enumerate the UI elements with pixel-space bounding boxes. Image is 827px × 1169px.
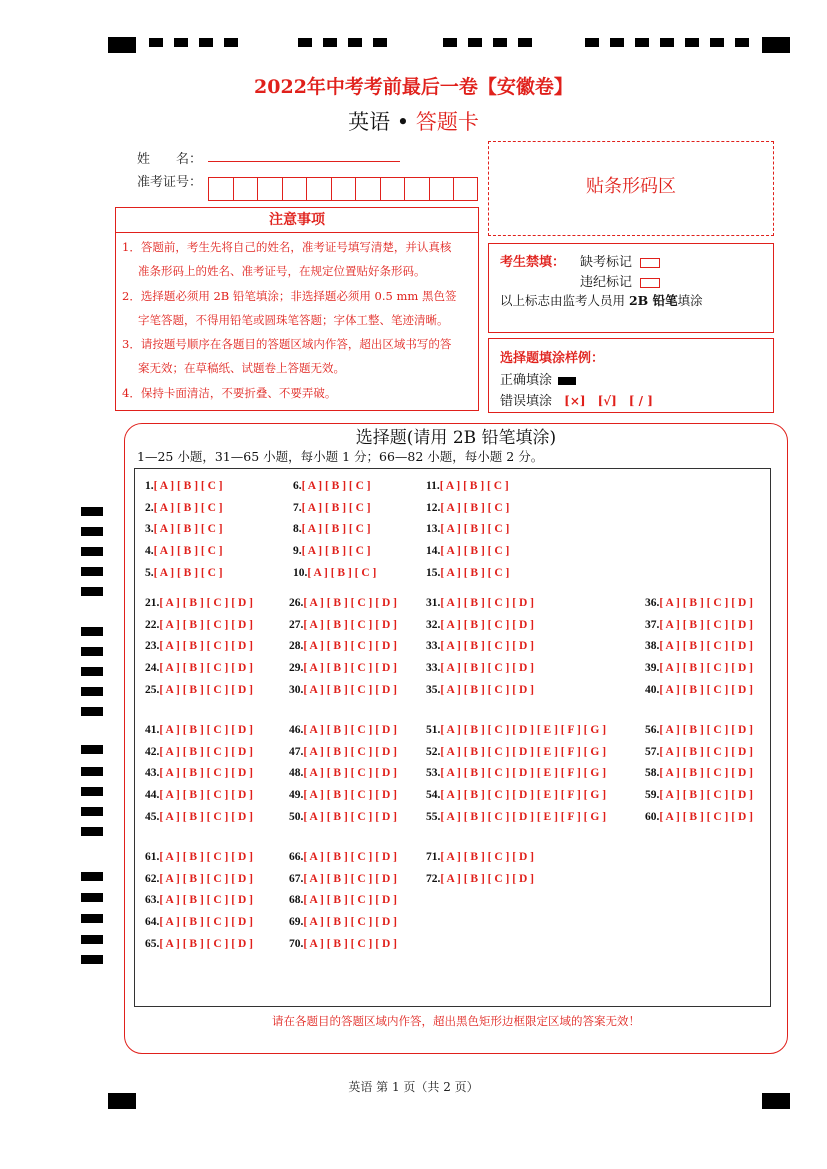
- timing-mark: [762, 37, 790, 53]
- notice-item: 案无效；在草稿纸、试题卷上答题无效。: [138, 361, 345, 375]
- question-number: 44.: [145, 789, 160, 802]
- violation-mark-row: [580, 271, 660, 290]
- question-item[interactable]: [289, 767, 397, 779]
- answer-options[interactable]: [ A ] [ B ] [ C ]: [440, 501, 510, 514]
- answer-options[interactable]: [ A ] [ B ] [ C ] [ D ] [ E ] [ F ] [ G ]: [440, 767, 607, 780]
- answer-options[interactable]: [ A ] [ B ] [ C ]: [153, 545, 223, 558]
- answer-options[interactable]: [ A ] [ B ] [ C ] [ D ]: [159, 662, 253, 675]
- question-item[interactable]: [645, 640, 753, 652]
- answer-options[interactable]: [ A ] [ B ] [ C ]: [439, 480, 509, 492]
- question-item[interactable]: [426, 724, 606, 736]
- answer-options[interactable]: [ A ] [ B ] [ C ] [ D ]: [159, 851, 253, 863]
- answer-options[interactable]: [ A ] [ B ] [ C ]: [301, 545, 371, 558]
- name-field[interactable]: [208, 161, 400, 162]
- question-number: 71.: [426, 851, 441, 863]
- question-item[interactable]: [426, 789, 606, 801]
- timing-mark: [373, 38, 387, 47]
- answer-options[interactable]: [ A ] [ B ] [ C ] [ D ]: [440, 851, 534, 863]
- answer-options[interactable]: [ A ] [ B ] [ C ] [ D ]: [159, 640, 253, 653]
- question-item[interactable]: [289, 746, 397, 758]
- question-number: 32.: [426, 618, 441, 631]
- answer-options[interactable]: [ A ] [ B ] [ C ] [ D ]: [440, 662, 534, 675]
- question-item[interactable]: [145, 480, 223, 492]
- question-number: 64.: [145, 916, 160, 929]
- timing-mark: [81, 567, 103, 576]
- timing-mark: [468, 38, 482, 47]
- missing-label: 缺考标记: [580, 255, 633, 270]
- answer-options[interactable]: [ A ] [ B ] [ C ]: [440, 566, 510, 579]
- question-number: 68.: [289, 894, 304, 907]
- missing-mark-row: [580, 251, 660, 270]
- notice-item: 4．保持卡面清洁，不要折叠、不要弄破。: [122, 386, 337, 400]
- question-number: 54.: [426, 789, 441, 802]
- answer-options[interactable]: [ A ] [ B ] [ C ] [ D ]: [659, 810, 753, 823]
- timing-mark: [81, 807, 103, 816]
- question-item[interactable]: [645, 811, 753, 823]
- question-number: 41.: [145, 724, 160, 736]
- correct-row: [500, 369, 576, 388]
- answer-options[interactable]: [ A ] [ B ] [ C ] [ D ]: [303, 683, 397, 696]
- id-label: 准考证号：: [137, 175, 203, 190]
- question-number: 8.: [293, 523, 302, 536]
- answer-options[interactable]: [ A ] [ B ] [ C ]: [301, 480, 371, 492]
- answer-options[interactable]: [ A ] [ B ] [ C ] [ D ]: [659, 767, 753, 780]
- answer-options[interactable]: [ A ] [ B ] [ C ] [ D ]: [303, 767, 397, 780]
- question-number: 15.: [426, 566, 441, 579]
- question-number: 48.: [289, 767, 304, 780]
- answer-options[interactable]: [ A ] [ B ] [ C ]: [440, 545, 510, 558]
- timing-mark: [710, 38, 724, 47]
- timing-mark: [199, 38, 213, 47]
- id-cell[interactable]: [306, 177, 331, 201]
- wrong-marks: [×] [√] [ / ]: [564, 394, 653, 408]
- answer-options[interactable]: [ A ] [ B ] [ C ] [ D ]: [159, 916, 253, 929]
- timing-mark: [735, 38, 749, 47]
- timing-mark: [81, 872, 103, 881]
- id-cell[interactable]: [404, 177, 429, 201]
- answer-options[interactable]: [ A ] [ B ] [ C ] [ D ]: [440, 618, 534, 631]
- timing-mark: [81, 787, 103, 796]
- section-title: 选择题(请用 2B 铅笔填涂): [355, 428, 557, 448]
- question-item[interactable]: [289, 894, 397, 906]
- barcode-area: 贴条形码区: [488, 141, 774, 236]
- question-item[interactable]: [145, 545, 223, 557]
- question-number: 43.: [145, 767, 160, 780]
- question-item[interactable]: [145, 662, 253, 674]
- answer-options[interactable]: [ A ] [ B ] [ C ] [ D ]: [440, 683, 534, 696]
- question-number: 10.: [293, 566, 308, 579]
- exam-id-grid[interactable]: [208, 177, 478, 201]
- timing-mark: [81, 893, 103, 902]
- question-number: 28.: [289, 640, 304, 653]
- question-item[interactable]: [145, 894, 253, 906]
- answer-options[interactable]: [ A ] [ B ] [ C ] [ D ]: [440, 872, 534, 885]
- note-prefix: 以上标志由监考人员用: [500, 293, 629, 308]
- question-number: 56.: [645, 724, 660, 736]
- answer-options[interactable]: [ A ] [ B ] [ C ] [ D ]: [303, 894, 397, 907]
- question-number: 1.: [145, 480, 154, 492]
- question-number: 45.: [145, 810, 160, 823]
- timing-mark: [610, 38, 624, 47]
- section-warning: 请在各题目的答题区域内作答，超出黑色矩形边框限定区域的答案无效！: [272, 1014, 640, 1028]
- answer-options[interactable]: [ A ] [ B ] [ C ] [ D ]: [303, 618, 397, 631]
- answer-options[interactable]: [ A ] [ B ] [ C ] [ D ] [ E ] [ F ] [ G ]: [440, 789, 607, 802]
- id-cell[interactable]: [208, 177, 233, 201]
- question-number: 7.: [293, 501, 302, 514]
- timing-mark: [81, 827, 103, 836]
- question-number: 69.: [289, 916, 304, 929]
- question-number: 72.: [426, 872, 441, 885]
- answer-options[interactable]: [ A ] [ B ] [ C ] [ D ]: [159, 683, 253, 696]
- question-number: 24.: [145, 662, 160, 675]
- question-item[interactable]: [426, 811, 606, 823]
- timing-mark: [443, 38, 457, 47]
- question-item[interactable]: [645, 619, 753, 631]
- question-number: 3.: [145, 523, 154, 536]
- question-item[interactable]: [293, 480, 371, 492]
- question-item[interactable]: [293, 545, 371, 557]
- answer-options[interactable]: [ A ] [ B ] [ C ]: [153, 501, 223, 514]
- answer-options[interactable]: [ A ] [ B ] [ C ] [ D ]: [440, 597, 534, 609]
- answer-options[interactable]: [ A ] [ B ] [ C ] [ D ]: [303, 640, 397, 653]
- question-item[interactable]: [426, 851, 534, 863]
- question-number: 22.: [145, 618, 160, 631]
- timing-mark: [323, 38, 337, 47]
- question-item[interactable]: [426, 746, 606, 758]
- answer-options[interactable]: [ A ] [ B ] [ C ] [ D ]: [303, 810, 397, 823]
- question-item[interactable]: [145, 523, 223, 535]
- question-number: 62.: [145, 872, 160, 885]
- question-item[interactable]: [645, 597, 753, 609]
- timing-mark: [660, 38, 674, 47]
- question-number: 21.: [145, 597, 160, 609]
- question-number: 53.: [426, 767, 441, 780]
- question-item[interactable]: [426, 597, 534, 609]
- question-item[interactable]: [426, 545, 509, 557]
- timing-mark: [348, 38, 362, 47]
- timing-mark: [81, 955, 103, 964]
- question-item[interactable]: [645, 767, 753, 779]
- timing-mark: [81, 647, 103, 656]
- question-item[interactable]: [426, 567, 509, 579]
- question-number: 36.: [645, 597, 660, 609]
- timing-mark: [174, 38, 188, 47]
- answer-options[interactable]: [ A ] [ B ] [ C ] [ D ]: [159, 894, 253, 907]
- title-dot: •: [396, 110, 410, 134]
- question-number: 70.: [289, 937, 304, 950]
- question-item[interactable]: [145, 873, 253, 885]
- subject-title: [0, 106, 827, 136]
- answer-options[interactable]: [ A ] [ B ] [ C ]: [153, 480, 223, 492]
- note-suffix: 填涂: [677, 293, 703, 308]
- correct-label: 正确填涂: [500, 373, 553, 388]
- question-item[interactable]: [426, 640, 534, 652]
- question-number: 55.: [426, 810, 441, 823]
- question-item[interactable]: [289, 873, 397, 885]
- answer-options[interactable]: [ A ] [ B ] [ C ] [ D ]: [303, 872, 397, 885]
- question-number: 6.: [293, 480, 302, 492]
- answer-options[interactable]: [ A ] [ B ] [ C ]: [440, 523, 510, 536]
- question-item[interactable]: [289, 640, 397, 652]
- question-number: 31.: [426, 597, 441, 609]
- question-item[interactable]: [426, 873, 534, 885]
- id-cell[interactable]: [380, 177, 405, 201]
- question-item[interactable]: [145, 684, 253, 696]
- forbid-note: [500, 291, 703, 309]
- timing-mark: [635, 38, 649, 47]
- timing-mark: [81, 707, 103, 716]
- timing-mark: [108, 37, 136, 53]
- answer-options[interactable]: [ A ] [ B ] [ C ] [ D ]: [159, 724, 253, 736]
- examiner-box: [488, 243, 774, 333]
- question-number: 12.: [426, 501, 441, 514]
- timing-mark: [81, 767, 103, 776]
- question-item[interactable]: [145, 597, 253, 609]
- timing-mark: [81, 745, 103, 754]
- timing-mark: [108, 1093, 136, 1109]
- notice-item: 2．选择题必须用 2B 铅笔填涂；非选择题必须用 0.5 mm 黑色签: [122, 289, 457, 303]
- question-item[interactable]: [145, 811, 253, 823]
- answer-options[interactable]: [ A ] [ B ] [ C ]: [307, 566, 377, 579]
- answer-options[interactable]: [ A ] [ B ] [ C ] [ D ]: [159, 937, 253, 950]
- violation-label: 违纪标记: [580, 275, 633, 290]
- answer-options[interactable]: [ A ] [ B ] [ C ] [ D ]: [303, 916, 397, 929]
- answer-options[interactable]: [ A ] [ B ] [ C ] [ D ]: [659, 745, 753, 758]
- question-number: 47.: [289, 745, 304, 758]
- missing-mark-box[interactable]: [640, 258, 660, 268]
- question-item[interactable]: [645, 684, 753, 696]
- answer-card-label: 答题卡: [415, 110, 479, 134]
- id-cell[interactable]: [453, 177, 478, 201]
- question-item[interactable]: [289, 662, 397, 674]
- id-cell[interactable]: [282, 177, 307, 201]
- question-number: 67.: [289, 872, 304, 885]
- answer-options[interactable]: [ A ] [ B ] [ C ] [ D ]: [659, 640, 753, 653]
- question-item[interactable]: [289, 597, 397, 609]
- question-item[interactable]: [426, 619, 534, 631]
- answer-options[interactable]: [ A ] [ B ] [ C ] [ D ]: [159, 767, 253, 780]
- question-number: 61.: [145, 851, 160, 863]
- answer-options[interactable]: [ A ] [ B ] [ C ] [ D ]: [659, 597, 753, 609]
- question-number: 46.: [289, 724, 304, 736]
- exam-title: 2022年中考考前最后一卷【安徽卷】: [254, 76, 573, 98]
- question-number: 14.: [426, 545, 441, 558]
- question-item[interactable]: [145, 724, 253, 736]
- question-item[interactable]: [645, 724, 753, 736]
- question-item[interactable]: [293, 567, 376, 579]
- answer-options[interactable]: [ A ] [ B ] [ C ] [ D ] [ E ] [ F ] [ G ]: [440, 745, 607, 758]
- question-number: 23.: [145, 640, 160, 653]
- question-item[interactable]: [426, 523, 509, 535]
- question-item[interactable]: [145, 767, 253, 779]
- id-cell[interactable]: [257, 177, 282, 201]
- question-number: 35.: [426, 683, 441, 696]
- question-item[interactable]: [145, 851, 253, 863]
- notice-item: 准条形码上的姓名、准考证号，在规定位置贴好条形码。: [138, 264, 426, 278]
- question-number: 4.: [145, 545, 154, 558]
- question-number: 33.: [426, 640, 441, 653]
- question-number: 37.: [645, 618, 660, 631]
- question-number: 11.: [426, 480, 440, 492]
- question-item[interactable]: [145, 789, 253, 801]
- wrong-row: [500, 390, 653, 409]
- example-title: 选择题填涂样例：: [500, 351, 605, 366]
- answer-options[interactable]: [ A ] [ B ] [ C ] [ D ]: [303, 851, 397, 863]
- timing-mark: [81, 687, 103, 696]
- question-item[interactable]: [289, 851, 397, 863]
- answer-options[interactable]: [ A ] [ B ] [ C ] [ D ]: [303, 789, 397, 802]
- timing-mark: [81, 527, 103, 536]
- question-number: 29.: [289, 662, 304, 675]
- notice-item: 3．请按题号顺序在各题目的答题区域内作答，超出区域书写的答: [122, 337, 452, 351]
- question-number: 51.: [426, 724, 441, 736]
- question-item[interactable]: [289, 724, 397, 736]
- question-item[interactable]: [426, 662, 534, 674]
- timing-mark: [585, 38, 599, 47]
- question-item[interactable]: [145, 640, 253, 652]
- question-number: 9.: [293, 545, 302, 558]
- timing-mark: [518, 38, 532, 47]
- question-number: 40.: [645, 683, 660, 696]
- question-item[interactable]: [289, 789, 397, 801]
- answer-options[interactable]: [ A ] [ B ] [ C ] [ D ]: [659, 683, 753, 696]
- answer-options[interactable]: [ A ] [ B ] [ C ] [ D ]: [159, 745, 253, 758]
- question-number: 66.: [289, 851, 304, 863]
- question-number: 25.: [145, 683, 160, 696]
- answer-options[interactable]: [ A ] [ B ] [ C ]: [153, 523, 223, 536]
- question-item[interactable]: [645, 662, 753, 674]
- question-number: 39.: [645, 662, 660, 675]
- timing-mark: [685, 38, 699, 47]
- question-number: 33.: [426, 662, 441, 675]
- example-box: [488, 338, 774, 413]
- question-item[interactable]: [293, 502, 371, 514]
- question-item[interactable]: [426, 767, 606, 779]
- question-number: 38.: [645, 640, 660, 653]
- answer-options[interactable]: [ A ] [ B ] [ C ]: [301, 501, 371, 514]
- question-number: 65.: [145, 937, 160, 950]
- id-cell[interactable]: [233, 177, 258, 201]
- question-number: 5.: [145, 566, 154, 579]
- question-item[interactable]: [426, 502, 509, 514]
- question-item[interactable]: [289, 938, 397, 950]
- section-instructions: 1—25 小题，31—65 小题，每小题 1 分；66—82 小题，每小题 2 分。: [137, 449, 544, 464]
- question-item[interactable]: [145, 567, 223, 579]
- forbid-label: 考生禁填：: [500, 255, 566, 270]
- filled-mark: [558, 377, 576, 385]
- answer-options[interactable]: [ A ] [ B ] [ C ] [ D ]: [303, 724, 397, 736]
- timing-mark: [298, 38, 312, 47]
- question-number: 50.: [289, 810, 304, 823]
- answer-options[interactable]: [ A ] [ B ] [ C ] [ D ]: [303, 597, 397, 609]
- question-item[interactable]: [289, 684, 397, 696]
- timing-mark: [81, 627, 103, 636]
- answer-options[interactable]: [ A ] [ B ] [ C ] [ D ]: [159, 789, 253, 802]
- timing-mark: [81, 935, 103, 944]
- question-item[interactable]: [289, 916, 397, 928]
- notice-title: 注意事项: [116, 208, 478, 233]
- answer-options[interactable]: [ A ] [ B ] [ C ] [ D ]: [159, 618, 253, 631]
- question-number: 52.: [426, 745, 441, 758]
- question-number: 30.: [289, 683, 304, 696]
- answer-options[interactable]: [ A ] [ B ] [ C ]: [301, 523, 371, 536]
- question-item[interactable]: [145, 916, 253, 928]
- timing-mark: [81, 667, 103, 676]
- question-item[interactable]: [145, 938, 253, 950]
- question-number: 59.: [645, 789, 660, 802]
- note-bold: 2B 铅笔: [628, 293, 678, 308]
- answer-options[interactable]: [ A ] [ B ] [ C ] [ D ]: [159, 597, 253, 609]
- id-cell[interactable]: [331, 177, 356, 201]
- notice-item: 字笔答题，不得用铅笔或圆珠笔答题；字体工整、笔迹清晰。: [138, 313, 449, 327]
- question-number: 27.: [289, 618, 304, 631]
- question-item[interactable]: [426, 480, 509, 492]
- page-footer: 英语 第 1 页（共 2 页）: [348, 1080, 479, 1094]
- answer-options[interactable]: [ A ] [ B ] [ C ] [ D ]: [659, 662, 753, 675]
- question-number: 26.: [289, 597, 304, 609]
- question-number: 63.: [145, 894, 160, 907]
- question-number: 42.: [145, 745, 160, 758]
- id-cell[interactable]: [355, 177, 380, 201]
- answer-options[interactable]: [ A ] [ B ] [ C ] [ D ]: [303, 662, 397, 675]
- timing-mark: [81, 914, 103, 923]
- question-number: 58.: [645, 767, 660, 780]
- timing-mark: [81, 547, 103, 556]
- question-number: 49.: [289, 789, 304, 802]
- answer-options[interactable]: [ A ] [ B ] [ C ] [ D ]: [303, 745, 397, 758]
- question-item[interactable]: [145, 746, 253, 758]
- question-item[interactable]: [289, 811, 397, 823]
- question-item[interactable]: [426, 684, 534, 696]
- notice-box: [115, 207, 479, 411]
- answer-options[interactable]: [ A ] [ B ] [ C ] [ D ] [ E ] [ F ] [ G ]: [440, 724, 607, 736]
- answer-options[interactable]: [ A ] [ B ] [ C ] [ D ]: [440, 640, 534, 653]
- question-number: 2.: [145, 501, 154, 514]
- question-item[interactable]: [145, 502, 223, 514]
- answer-options[interactable]: [ A ] [ B ] [ C ] [ D ]: [159, 810, 253, 823]
- question-number: 57.: [645, 745, 660, 758]
- timing-mark: [81, 587, 103, 596]
- timing-mark: [762, 1093, 790, 1109]
- question-number: 60.: [645, 810, 660, 823]
- question-item[interactable]: [645, 746, 753, 758]
- answer-options[interactable]: [ A ] [ B ] [ C ] [ D ]: [303, 937, 397, 950]
- notice-item: 1．答题前，考生先将自己的姓名，准考证号填写清楚，并认真核: [122, 240, 452, 254]
- timing-mark: [81, 507, 103, 516]
- question-item[interactable]: [645, 789, 753, 801]
- subject-name: 英语: [348, 110, 391, 134]
- timing-mark: [224, 38, 238, 47]
- answer-options[interactable]: [ A ] [ B ] [ C ] [ D ]: [659, 789, 753, 802]
- question-item[interactable]: [289, 619, 397, 631]
- answer-options[interactable]: [ A ] [ B ] [ C ] [ D ]: [659, 618, 753, 631]
- answer-options[interactable]: [ A ] [ B ] [ C ] [ D ]: [159, 872, 253, 885]
- wrong-label: 错误填涂: [500, 394, 553, 409]
- timing-mark: [493, 38, 507, 47]
- question-item[interactable]: [145, 619, 253, 631]
- id-cell[interactable]: [429, 177, 454, 201]
- timing-mark: [149, 38, 163, 47]
- name-label: 姓 名：: [137, 152, 203, 167]
- answer-options[interactable]: [ A ] [ B ] [ C ] [ D ] [ E ] [ F ] [ G ]: [440, 810, 607, 823]
- question-item[interactable]: [293, 523, 371, 535]
- violation-mark-box[interactable]: [640, 278, 660, 288]
- answer-options[interactable]: [ A ] [ B ] [ C ]: [153, 566, 223, 579]
- question-number: 13.: [426, 523, 441, 536]
- answer-options[interactable]: [ A ] [ B ] [ C ] [ D ]: [659, 724, 753, 736]
